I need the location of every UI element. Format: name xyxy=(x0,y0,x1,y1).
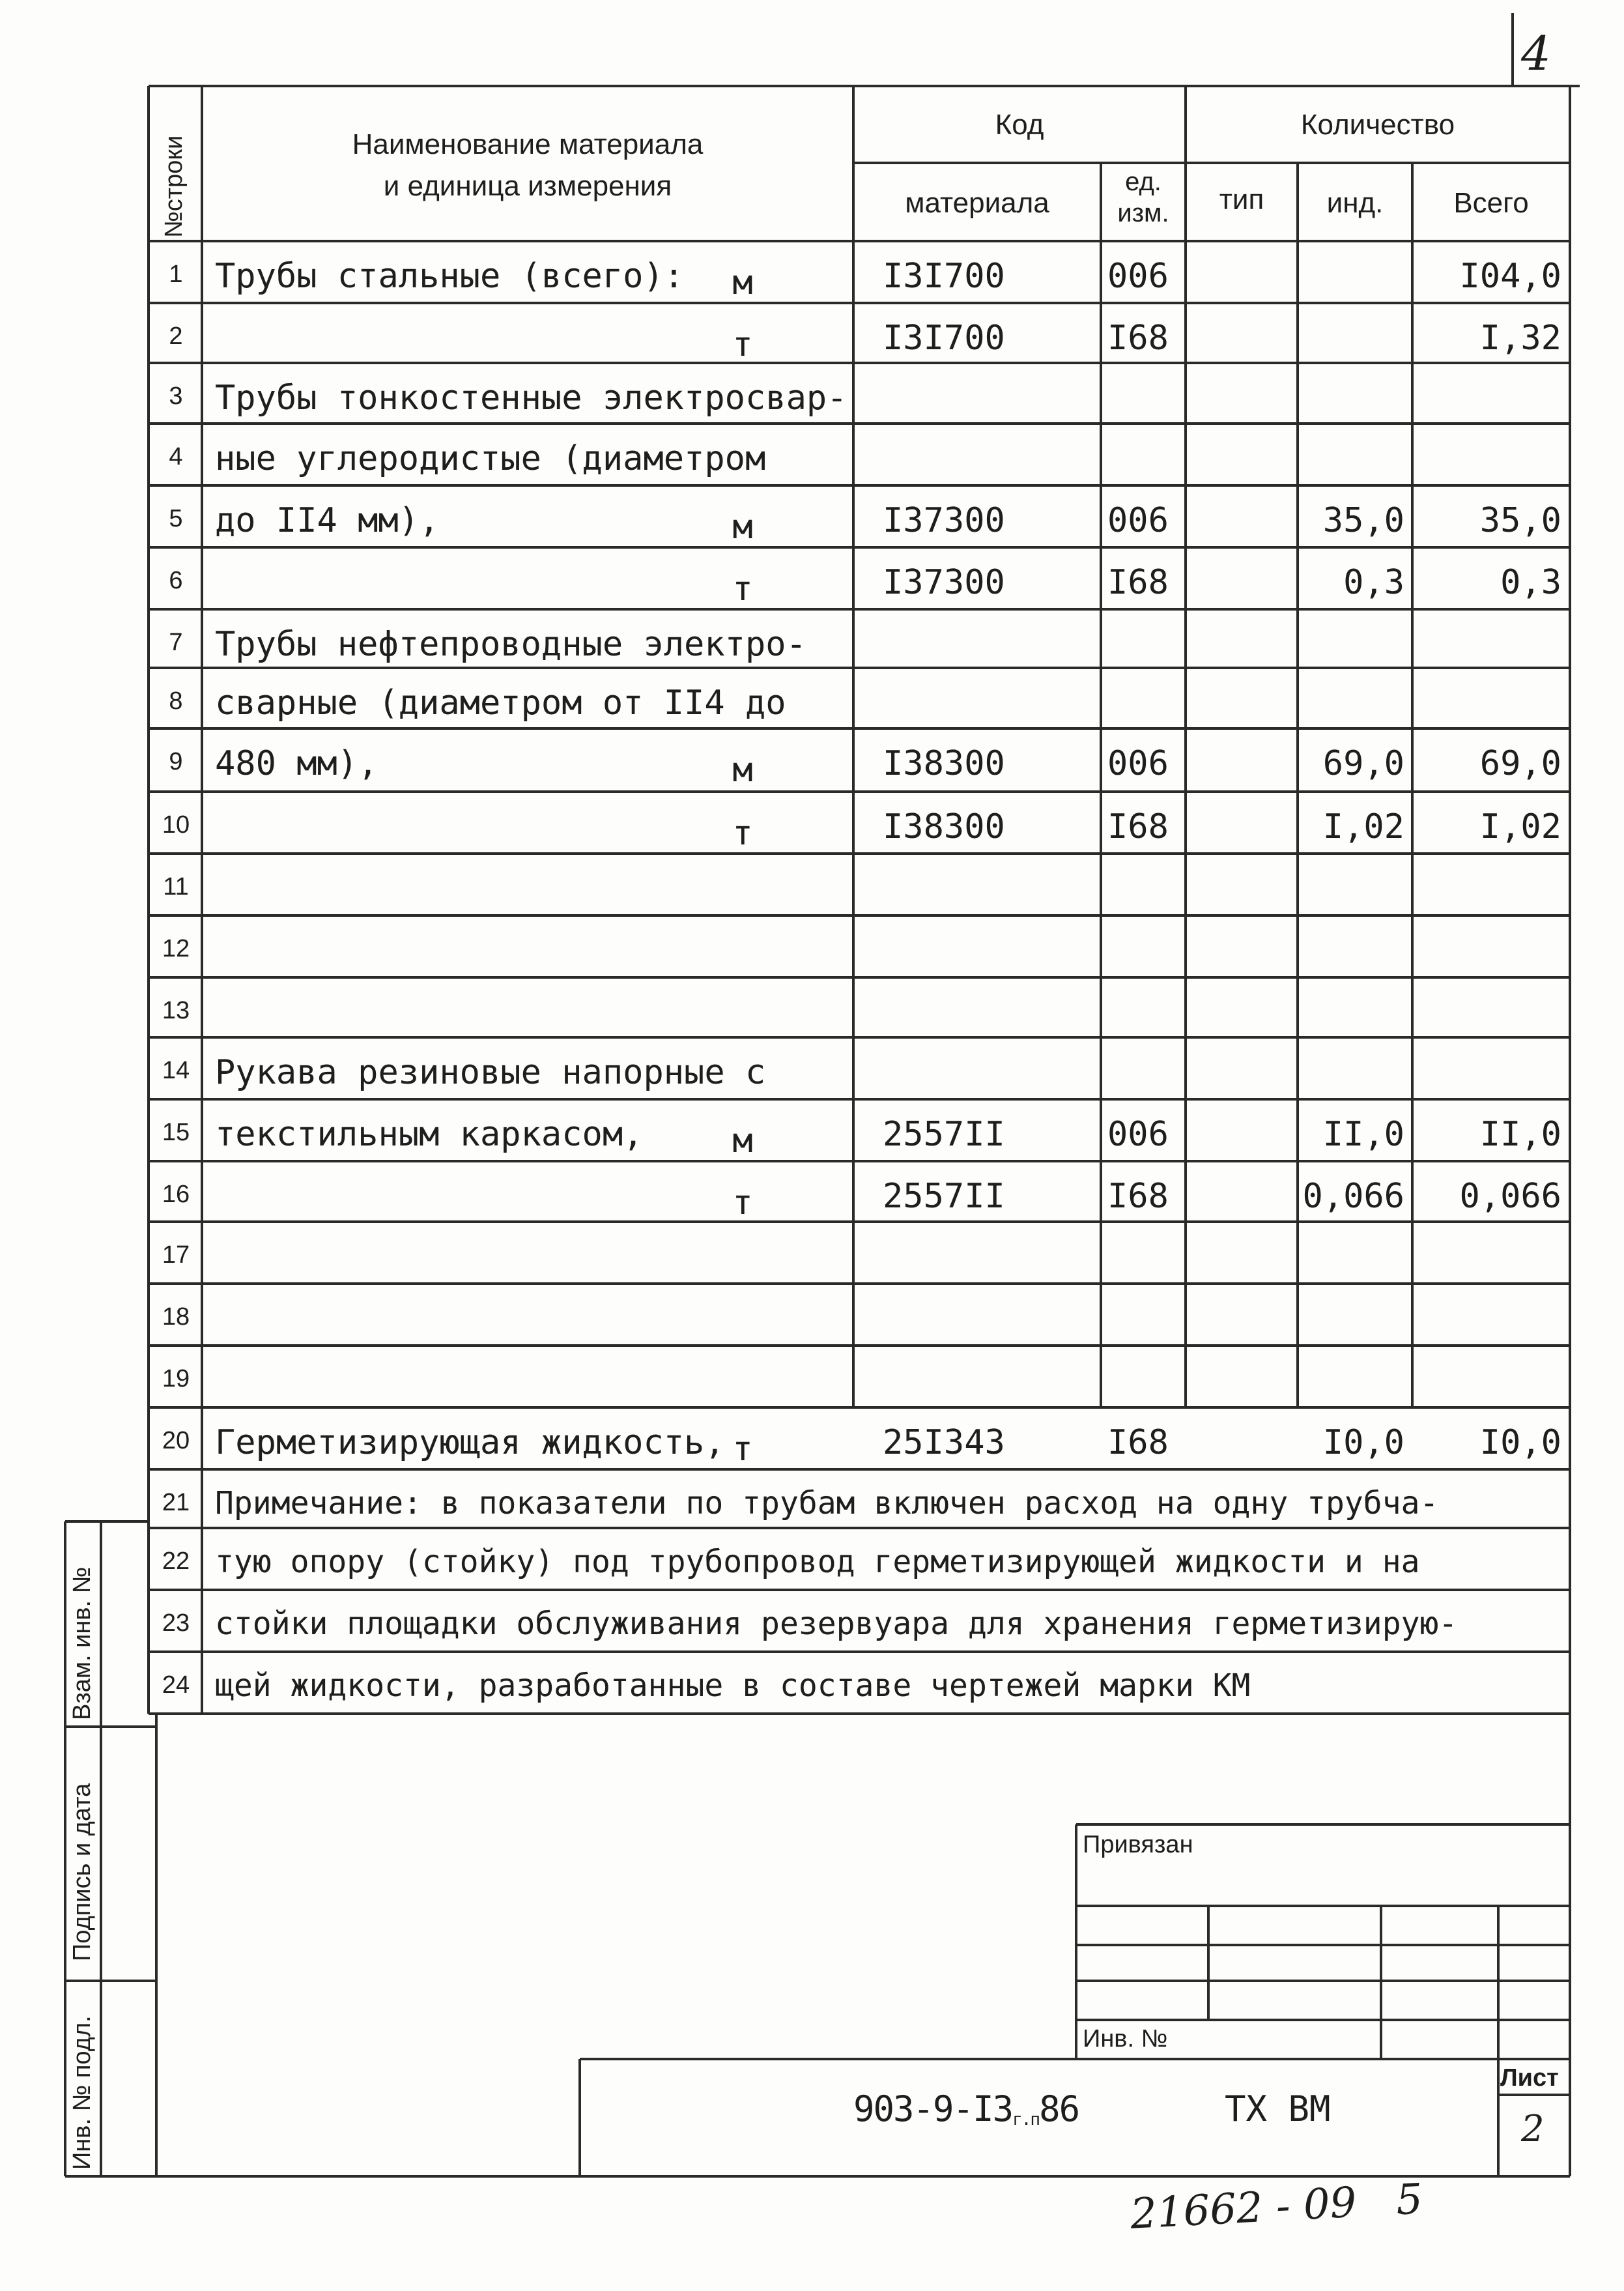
header-qty-total: Всего xyxy=(1453,187,1529,219)
row-number: 12 xyxy=(162,935,190,962)
row-unit-code: 006 xyxy=(1107,744,1169,783)
row-qty-ind: I0,0 xyxy=(1322,1423,1404,1462)
header-name-line2: и единица измерения xyxy=(383,169,672,202)
row-number: 14 xyxy=(162,1057,190,1084)
row-qty-ind: I,02 xyxy=(1322,807,1404,846)
side-label-podpis: Подпись и дата xyxy=(68,1783,96,1961)
row-unit-code: 006 xyxy=(1107,1115,1169,1154)
row-name: ные углеродистые (диаметром xyxy=(215,439,766,478)
stamp-doc-number xyxy=(853,2088,1079,2129)
stamp-inv-no: Инв. № xyxy=(1083,2025,1168,2053)
note-row-number: 24 xyxy=(162,1671,190,1699)
note-text: Примечание: в показатели по трубам включен расход на одну трубча- xyxy=(215,1485,1439,1521)
header-unit xyxy=(1101,166,1186,229)
row-name: текстильным каркасом, xyxy=(215,1115,644,1154)
row-qty-total: II,0 xyxy=(1479,1115,1561,1154)
header-name xyxy=(215,124,840,207)
row-code: I38300 xyxy=(883,744,1005,783)
row-code: 2557II xyxy=(883,1115,1005,1154)
row-number: 18 xyxy=(162,1303,190,1331)
note-row-number: 21 xyxy=(162,1489,190,1516)
row-unit: т xyxy=(732,1430,753,1469)
side-label-inv-podl: Инв. № подл. xyxy=(68,2015,96,2170)
row-qty-total: 0,066 xyxy=(1459,1177,1561,1216)
row-name: сварные (диаметром от II4 до xyxy=(215,684,786,723)
row-qty-total: I0,0 xyxy=(1479,1423,1561,1462)
page-corner-number: 4 xyxy=(1521,26,1551,81)
row-code: I37300 xyxy=(883,501,1005,540)
row-number: 2 xyxy=(169,323,183,350)
stamp-doc-sub: г.п xyxy=(1012,2110,1040,2129)
row-code: I3I700 xyxy=(883,257,1005,296)
row-name: Рукава резиновые напорные с xyxy=(215,1053,766,1092)
note-text: стойки площадки обслуживания резервуара для хранения герметизирую- xyxy=(215,1606,1458,1642)
row-unit: м xyxy=(732,263,753,302)
row-number: 8 xyxy=(169,687,183,715)
row-number: 15 xyxy=(162,1119,190,1146)
stamp-doc-year: 86 xyxy=(1039,2088,1079,2129)
row-qty-ind: 69,0 xyxy=(1322,744,1404,783)
row-name: до II4 мм), xyxy=(215,501,440,540)
note-text: тую опору (стойку) под трубопровод герметизирующей жидкости и на xyxy=(215,1544,1420,1580)
row-number: 7 xyxy=(169,629,183,656)
row-qty-ind: 0,066 xyxy=(1302,1177,1404,1216)
header-code-material: материала xyxy=(905,187,1049,219)
row-number: 1 xyxy=(169,261,183,288)
stamp-privyazan: Привязан xyxy=(1083,1831,1193,1858)
header-qty-group: Количество xyxy=(1300,109,1455,141)
row-number: 20 xyxy=(162,1427,190,1454)
row-number: 6 xyxy=(169,567,183,594)
row-unit: т xyxy=(732,1183,753,1222)
row-unit: т xyxy=(732,325,753,364)
row-number: 16 xyxy=(162,1181,190,1208)
row-qty-ind: 35,0 xyxy=(1322,501,1404,540)
row-unit-code: I68 xyxy=(1107,563,1169,602)
row-number: 4 xyxy=(169,443,183,470)
row-code: 2557II xyxy=(883,1177,1005,1216)
row-number: 5 xyxy=(169,505,183,532)
bottom-archive-number: 21662 - 09 5 xyxy=(1129,2175,1424,2239)
row-number: 13 xyxy=(162,997,190,1024)
row-code: 25I343 xyxy=(883,1423,1005,1462)
row-qty-total: 0,3 xyxy=(1500,563,1561,602)
row-number: 11 xyxy=(163,873,189,901)
row-unit: м xyxy=(732,508,753,547)
row-number: 3 xyxy=(169,382,183,410)
note-row-number: 23 xyxy=(162,1609,190,1637)
note-row-number: 22 xyxy=(162,1548,190,1575)
row-unit-code: I68 xyxy=(1107,1177,1169,1216)
stamp-sheet-number: 2 xyxy=(1521,2108,1545,2150)
row-name: Трубы нефтепроводные электро- xyxy=(215,625,806,664)
row-code: I3I700 xyxy=(883,319,1005,358)
row-unit-code: 006 xyxy=(1107,257,1169,296)
row-name: Трубы тонкостенные электросвар- xyxy=(215,379,848,418)
row-qty-ind: 0,3 xyxy=(1343,563,1404,602)
row-qty-total: 35,0 xyxy=(1479,501,1561,540)
row-unit: т xyxy=(732,569,753,609)
header-name-line1: Наименование материала xyxy=(352,128,704,160)
row-number: 10 xyxy=(162,811,190,839)
header-unit-line1: ед. xyxy=(1125,167,1161,196)
row-qty-ind: II,0 xyxy=(1322,1115,1404,1154)
row-qty-total: I,32 xyxy=(1479,319,1561,358)
row-unit-code: I68 xyxy=(1107,319,1169,358)
row-unit: т xyxy=(732,814,753,853)
row-qty-total: I04,0 xyxy=(1459,257,1561,296)
row-code: I37300 xyxy=(883,563,1005,602)
stamp-sheet-label: Лист xyxy=(1500,2064,1559,2092)
stamp-doc-mark: ТХ ВМ xyxy=(1225,2088,1331,2129)
row-name: Герметизирующая жидкость, xyxy=(215,1423,725,1462)
header-rownum: №строки xyxy=(160,135,188,238)
row-unit: м xyxy=(732,751,753,790)
row-unit: м xyxy=(732,1121,753,1160)
row-name: Трубы стальные (всего): xyxy=(215,257,685,296)
row-number: 17 xyxy=(162,1241,190,1269)
row-number: 19 xyxy=(162,1365,190,1392)
header-code-group: Код xyxy=(995,109,1044,141)
row-unit-code: I68 xyxy=(1107,807,1169,846)
side-label-vzam: Взам. инв. № xyxy=(68,1566,96,1720)
header-unit-line2: изм. xyxy=(1117,199,1169,227)
note-text: щей жидкости, разработанные в составе чертежей марки КМ xyxy=(215,1667,1251,1704)
row-unit-code: I68 xyxy=(1107,1423,1169,1462)
row-code: I38300 xyxy=(883,807,1005,846)
header-qty-ind: инд. xyxy=(1326,187,1384,219)
row-qty-total: 69,0 xyxy=(1479,744,1561,783)
row-name: 480 мм), xyxy=(215,744,378,783)
row-unit-code: 006 xyxy=(1107,501,1169,540)
header-qty-type: тип xyxy=(1219,184,1264,216)
row-number: 9 xyxy=(169,748,183,775)
row-qty-total: I,02 xyxy=(1479,807,1561,846)
stamp-doc-number-main: 903-9-I3 xyxy=(853,2088,1013,2129)
